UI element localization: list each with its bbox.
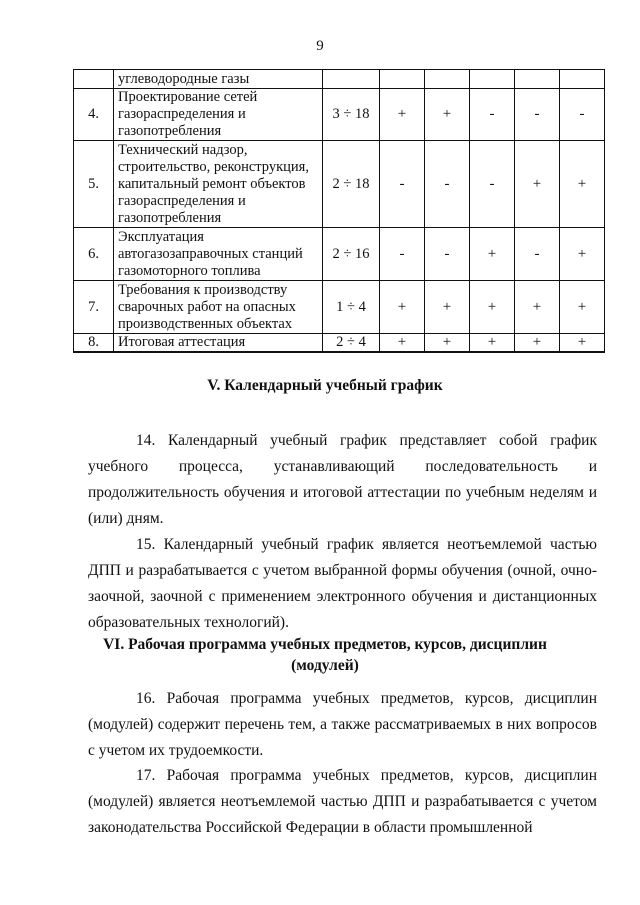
program-mark: + (560, 228, 605, 281)
program-mark: - (380, 228, 425, 281)
hours-range (323, 70, 380, 89)
hours-range: 1 ÷ 4 (323, 281, 380, 334)
program-mark (380, 70, 425, 89)
program-mark: - (560, 89, 605, 141)
row-number: 5. (74, 141, 114, 228)
program-mark: + (380, 281, 425, 334)
program-mark (470, 70, 515, 89)
page-number: 9 (316, 38, 324, 54)
program-mark: - (515, 89, 560, 141)
discipline-name: Требования к производству сварочных работ на опасных производственных объектах (114, 281, 323, 334)
program-mark (560, 70, 605, 89)
paragraph-17: 17. Рабочая программа учебных предметов, курсов, дисциплин (модулей) является неотъемлемой частью ДПП и разрабатывается с учетом законодательства Российской Федерации в области промышленной (88, 767, 597, 836)
table-row (74, 141, 605, 228)
program-mark: + (425, 89, 470, 141)
discipline-name: Технический надзор, строительство, реконструкция, капитальный ремонт объектов газораспределения и газопотребления (114, 141, 323, 228)
table-row (74, 228, 605, 281)
program-mark: + (515, 281, 560, 334)
paragraph-14: 14. Календарный учебный график представляет собой график учебного процесса, устанавливающий последовательность и продолжительность обучения и итоговой аттестации по учебным неделям и (или) дням. (88, 432, 597, 527)
section-heading-vi (60, 634, 590, 676)
section-heading-vi-line2: (модулей) (291, 657, 359, 674)
program-mark: + (380, 89, 425, 141)
table-row (74, 89, 605, 141)
paragraph-16: 16. Рабочая программа учебных предметов, курсов, дисциплин (модулей) содержит перечень тем, а также рассматриваемых в них вопросов с учетом их трудоемкости. (88, 690, 597, 759)
program-mark: + (560, 281, 605, 334)
program-mark: - (515, 228, 560, 281)
discipline-name: Итоговая аттестация (114, 334, 323, 353)
program-mark: + (515, 334, 560, 353)
program-mark: + (470, 228, 515, 281)
program-mark: - (470, 141, 515, 228)
curriculum-table (73, 69, 605, 353)
hours-range: 3 ÷ 18 (323, 89, 380, 141)
row-number: 8. (74, 334, 114, 353)
row-number: 4. (74, 89, 114, 141)
program-mark: + (470, 334, 515, 353)
table-row (74, 334, 605, 353)
paragraph-15: 15. Календарный учебный график является неотъемлемой частью ДПП и разрабатывается с учетом выбранной формы обучения (очной, очно-заочной, заочной с применением электронного обучения и дистанционных образовательных технологий). (88, 536, 597, 631)
program-mark: + (380, 334, 425, 353)
program-mark: + (515, 141, 560, 228)
program-mark: + (560, 141, 605, 228)
discipline-name: углеводородные газы (114, 70, 323, 89)
program-mark: - (425, 141, 470, 228)
section-heading-v: V. Календарный учебный график (207, 377, 443, 394)
hours-range: 2 ÷ 4 (323, 334, 380, 353)
program-mark: - (470, 89, 515, 141)
section-heading-vi-line1: VI. Рабочая программа учебных предметов, курсов, дисциплин (103, 636, 547, 653)
discipline-name: Проектирование сетей газораспределения и газопотребления (114, 89, 323, 141)
program-mark: - (380, 141, 425, 228)
program-mark: + (560, 334, 605, 353)
row-number (74, 70, 114, 89)
hours-range: 2 ÷ 16 (323, 228, 380, 281)
program-mark: - (425, 228, 470, 281)
row-number: 6. (74, 228, 114, 281)
program-mark: + (470, 281, 515, 334)
row-number: 7. (74, 281, 114, 334)
program-mark: + (425, 281, 470, 334)
discipline-name: Эксплуатация автогазозаправочных станций газомоторного топлива (114, 228, 323, 281)
program-mark: + (425, 334, 470, 353)
table-row (74, 281, 605, 334)
program-mark (425, 70, 470, 89)
hours-range: 2 ÷ 18 (323, 141, 380, 228)
program-mark (515, 70, 560, 89)
table-row (74, 70, 605, 89)
